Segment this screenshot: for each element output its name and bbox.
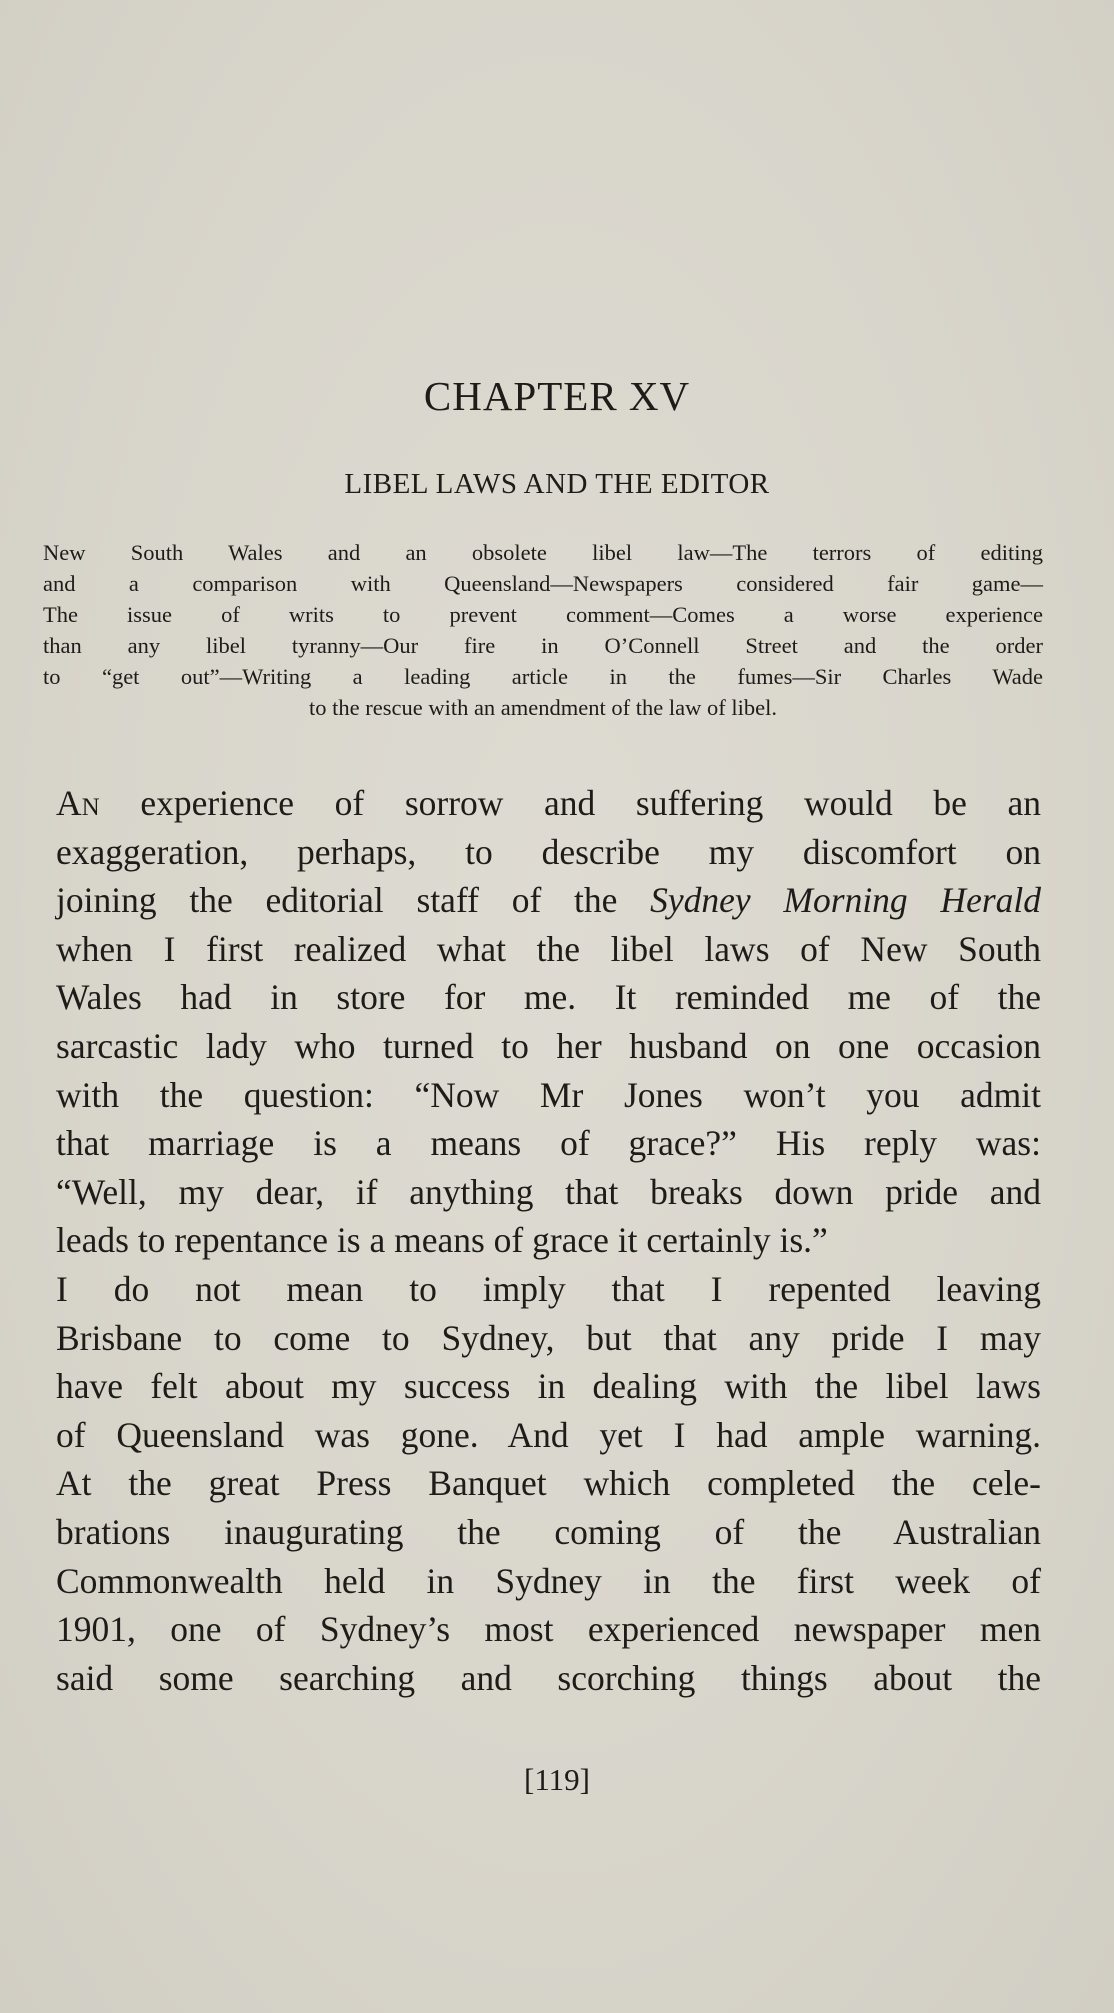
chapter-synopsis <box>43 537 1043 723</box>
body-text <box>56 779 1041 1702</box>
body-line-text: experience of sorrow and suffering would be an <box>99 783 1041 823</box>
body-line-text: joining the editorial staff of the <box>56 880 651 921</box>
synopsis-line: New South Wales and an obsolete libel law—The terrors of editing <box>43 540 1043 565</box>
body-line: I do not mean to imply that I repented leaving <box>56 1268 1041 1309</box>
body-line: when I first realized what the libel laws of New South <box>56 928 1041 969</box>
synopsis-line: to “get out”—Writing a leading article in the fumes—Sir Charles Wade <box>43 664 1043 689</box>
body-line: of Queensland was gone. And yet I had ample warning. <box>56 1414 1041 1455</box>
body-line <box>56 779 1041 828</box>
body-line: At the great Press Banquet which completed the cele- <box>56 1463 1041 1504</box>
body-line: “Well, my dear, if anything that breaks down pride and <box>56 1171 1041 1212</box>
body-line: brations inaugurating the coming of the Australian <box>56 1511 1041 1552</box>
synopsis-line: The issue of writs to prevent comment—Comes a worse experience <box>43 602 1043 627</box>
opening-word: An <box>56 783 100 823</box>
page-number: [119] <box>524 1762 590 1797</box>
body-line: sarcastic lady who turned to her husband on one occasion <box>56 1025 1041 1066</box>
body-line: Brisbane to come to Sydney, but that any pride I may <box>56 1317 1041 1358</box>
body-line: Wales had in store for me. It reminded me of the <box>56 977 1041 1018</box>
newspaper-title: Sydney Morning Herald <box>650 880 1042 921</box>
synopsis-line: and a comparison with Queensland—Newspapers considered fair game— <box>43 571 1043 596</box>
synopsis-line: to the rescue with an amendment of the law of libel. <box>309 695 777 720</box>
body-line <box>56 876 1041 925</box>
body-line: leads to repentance is a means of grace it certainly is.” <box>56 1220 828 1261</box>
body-line: that marriage is a means of grace?” His reply was: <box>56 1123 1041 1164</box>
body-line: said some searching and scorching things about the <box>56 1657 1041 1698</box>
body-line: have felt about my success in dealing with the libel laws <box>56 1366 1041 1407</box>
synopsis-line: than any libel tyranny—Our fire in O’Connell Street and the order <box>43 633 1043 658</box>
body-line: Commonwealth held in Sydney in the first week of <box>56 1560 1041 1601</box>
body-line: 1901, one of Sydney’s most experienced newspaper men <box>56 1609 1041 1650</box>
chapter-title: LIBEL LAWS AND THE EDITOR <box>344 468 770 500</box>
body-line: exaggeration, perhaps, to describe my discomfort on <box>56 831 1041 872</box>
chapter-number: CHAPTER XV <box>423 373 691 419</box>
body-line: with the question: “Now Mr Jones won’t you admit <box>56 1074 1041 1115</box>
